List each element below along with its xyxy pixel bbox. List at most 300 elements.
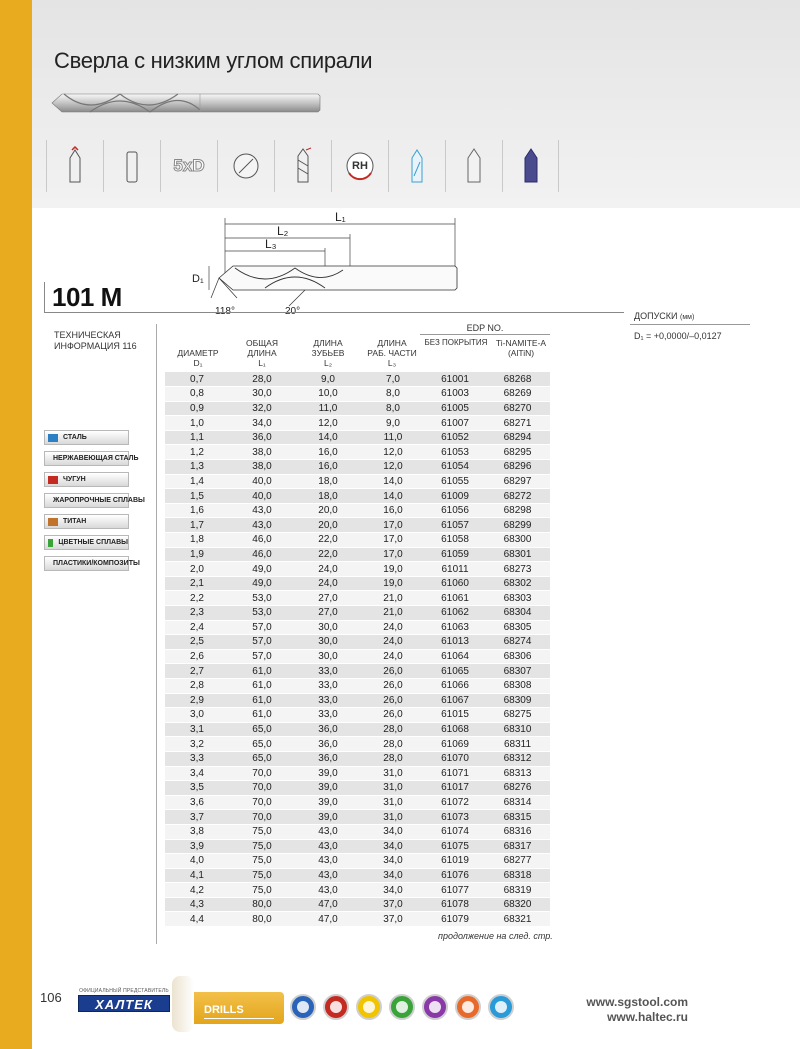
material-cast-iron-swatch	[48, 476, 58, 484]
header-uncoated-l1: БЕЗ ПОКРЫТИЯ	[424, 338, 488, 347]
cell-edp-uncoated: 61063	[425, 620, 485, 635]
cell-working-length: 31,0	[361, 781, 425, 796]
cell-edp-uncoated: 61067	[425, 693, 485, 708]
cell-edp-coated: 68306	[485, 649, 550, 664]
haltec-logo	[78, 988, 170, 1016]
cell-overall-length: 65,0	[229, 751, 295, 766]
rotation-rh-label: RH	[352, 160, 368, 172]
table-row	[165, 664, 550, 679]
tolerances-title	[634, 311, 694, 321]
table-row	[165, 401, 550, 416]
cell-edp-coated: 68274	[485, 635, 550, 650]
table-row	[165, 868, 550, 883]
cell-flute-length: 39,0	[295, 766, 361, 781]
tolerances-title-text: ДОПУСКИ	[634, 311, 678, 321]
table-row	[165, 430, 550, 445]
cell-working-length: 31,0	[361, 766, 425, 781]
cell-diameter: 3,4	[165, 766, 229, 781]
cell-flute-length: 27,0	[295, 591, 361, 606]
cell-edp-uncoated: 61013	[425, 635, 485, 650]
cell-flute-length: 16,0	[295, 460, 361, 475]
cell-edp-coated: 68270	[485, 401, 550, 416]
cell-edp-coated: 68308	[485, 678, 550, 693]
cell-diameter: 2,9	[165, 693, 229, 708]
header-working-l1: ДЛИНА	[377, 338, 407, 348]
cell-edp-uncoated: 61070	[425, 751, 485, 766]
cell-flute-length: 10,0	[295, 387, 361, 402]
cell-diameter: 1,4	[165, 474, 229, 489]
length-5xd-icon	[160, 140, 217, 192]
table-row	[165, 708, 550, 723]
header-coated-l1: Ti-NAMITE-A	[495, 338, 547, 348]
coolant-icon	[388, 140, 445, 192]
cell-diameter: 2,4	[165, 620, 229, 635]
cell-diameter: 1,9	[165, 547, 229, 562]
section-underline	[204, 1018, 274, 1019]
tech-info-link[interactable]	[54, 330, 137, 352]
cell-working-length: 12,0	[361, 460, 425, 475]
cell-diameter: 2,1	[165, 576, 229, 591]
drill-image	[50, 86, 322, 120]
cell-overall-length: 70,0	[229, 781, 295, 796]
table-row	[165, 445, 550, 460]
material-heat-resistant-label: ЖАРОПРОЧНЫЕ СПЛАВЫ	[53, 497, 145, 504]
cell-edp-uncoated: 61062	[425, 606, 485, 621]
tolerances-unit: (мм)	[680, 314, 695, 321]
cell-edp-uncoated: 61019	[425, 854, 485, 869]
footer-hand-icon	[455, 994, 481, 1020]
table-row	[165, 897, 550, 912]
footer-drilling-icon-glyph	[297, 1001, 309, 1013]
header-diameter-l1: ДИАМЕТР	[177, 348, 219, 358]
cell-edp-coated: 68298	[485, 503, 550, 518]
header-uncoated	[422, 338, 490, 348]
table-row	[165, 576, 550, 591]
cell-edp-uncoated: 61079	[425, 912, 485, 927]
cell-diameter: 2,6	[165, 649, 229, 664]
cell-edp-uncoated: 61015	[425, 708, 485, 723]
table-row	[165, 562, 550, 577]
cell-working-length: 28,0	[361, 722, 425, 737]
left-color-strip	[0, 0, 32, 1049]
cell-edp-uncoated: 61058	[425, 533, 485, 548]
logo-subtitle: ОФИЦИАЛЬНЫЙ ПРЕДСТАВИТЕЛЬ	[79, 988, 169, 994]
cell-flute-length: 16,0	[295, 445, 361, 460]
cell-flute-length: 22,0	[295, 533, 361, 548]
cell-flute-length: 33,0	[295, 678, 361, 693]
website-2[interactable]: www.haltec.ru	[607, 1010, 688, 1024]
shank-icon	[103, 140, 160, 192]
page-title: Сверла с низким углом спирали	[54, 48, 373, 73]
cell-overall-length: 57,0	[229, 635, 295, 650]
table-row	[165, 839, 550, 854]
table-row	[165, 416, 550, 431]
cell-overall-length: 38,0	[229, 445, 295, 460]
cell-working-length: 21,0	[361, 606, 425, 621]
cell-diameter: 0,9	[165, 401, 229, 416]
cell-working-length: 9,0	[361, 416, 425, 431]
cell-diameter: 2,0	[165, 562, 229, 577]
cell-flute-length: 20,0	[295, 503, 361, 518]
cell-overall-length: 40,0	[229, 489, 295, 504]
spiral-icon	[274, 140, 331, 192]
footer-tab	[172, 976, 194, 1032]
cell-edp-coated: 68299	[485, 518, 550, 533]
cell-edp-coated: 68302	[485, 576, 550, 591]
cell-flute-length: 30,0	[295, 649, 361, 664]
cell-flute-length: 18,0	[295, 474, 361, 489]
cell-edp-uncoated: 61071	[425, 766, 485, 781]
cell-flute-length: 24,0	[295, 562, 361, 577]
cell-working-length: 34,0	[361, 883, 425, 898]
cell-working-length: 34,0	[361, 824, 425, 839]
cell-working-length: 24,0	[361, 649, 425, 664]
table-row	[165, 489, 550, 504]
cell-working-length: 14,0	[361, 474, 425, 489]
cell-flute-length: 43,0	[295, 854, 361, 869]
material-stainless-label: НЕРЖАВЕЮЩАЯ СТАЛЬ	[53, 455, 139, 462]
cell-working-length: 28,0	[361, 737, 425, 752]
header-overall-l1: ОБЩАЯ	[246, 338, 278, 348]
cell-diameter: 1,3	[165, 460, 229, 475]
diagram-l3: L₃	[265, 237, 277, 251]
header-coated	[488, 338, 554, 358]
cell-overall-length: 61,0	[229, 664, 295, 679]
cell-edp-coated: 68300	[485, 533, 550, 548]
header-flute-l2: ЗУБЬЕВ	[311, 348, 345, 358]
table-row	[165, 620, 550, 635]
cell-overall-length: 75,0	[229, 824, 295, 839]
left-panel	[32, 208, 160, 968]
cell-overall-length: 49,0	[229, 576, 295, 591]
cell-flute-length: 30,0	[295, 620, 361, 635]
cell-edp-uncoated: 61055	[425, 474, 485, 489]
material-non-ferrous-swatch	[48, 539, 53, 547]
header-flute	[300, 338, 356, 368]
header-overall-l3: L₁	[258, 358, 266, 368]
table-row	[165, 810, 550, 825]
cell-flute-length: 18,0	[295, 489, 361, 504]
cell-overall-length: 80,0	[229, 897, 295, 912]
cell-diameter: 1,6	[165, 503, 229, 518]
cell-flute-length: 43,0	[295, 839, 361, 854]
cell-flute-length: 43,0	[295, 868, 361, 883]
cell-edp-coated: 68310	[485, 722, 550, 737]
cell-diameter: 4,2	[165, 883, 229, 898]
cell-diameter: 2,3	[165, 606, 229, 621]
cell-edp-uncoated: 61009	[425, 489, 485, 504]
cell-overall-length: 61,0	[229, 678, 295, 693]
material-plastics	[44, 556, 140, 571]
continued-note: продолжение на след. стр.	[438, 931, 553, 941]
cell-overall-length: 28,0	[229, 372, 295, 387]
rotation-rh-icon	[331, 140, 388, 192]
cell-flute-length: 39,0	[295, 795, 361, 810]
cell-working-length: 26,0	[361, 664, 425, 679]
cell-edp-uncoated: 61065	[425, 664, 485, 679]
table-row	[165, 387, 550, 402]
cell-edp-coated: 68314	[485, 795, 550, 810]
table-row	[165, 766, 550, 781]
table-row	[165, 533, 550, 548]
cell-working-length: 17,0	[361, 533, 425, 548]
product-code: 101 M	[52, 282, 122, 312]
cell-edp-uncoated: 61053	[425, 445, 485, 460]
cell-working-length: 26,0	[361, 693, 425, 708]
footer-screw-icon-glyph	[330, 1001, 342, 1013]
materials-legend	[44, 430, 145, 577]
cell-working-length: 21,0	[361, 591, 425, 606]
table-row	[165, 912, 550, 927]
cell-working-length: 8,0	[361, 401, 425, 416]
feature-icons	[46, 140, 559, 192]
material-cast-iron-label: ЧУГУН	[63, 476, 86, 483]
cell-diameter: 2,7	[165, 664, 229, 679]
cell-flute-length: 14,0	[295, 430, 361, 445]
cell-edp-coated: 68305	[485, 620, 550, 635]
cell-edp-uncoated: 61005	[425, 401, 485, 416]
cell-edp-uncoated: 61074	[425, 824, 485, 839]
diameter-icon	[217, 140, 274, 192]
cell-edp-uncoated: 61054	[425, 460, 485, 475]
header-overall-l2: ДЛИНА	[247, 348, 277, 358]
website-1[interactable]: www.sgstool.com	[586, 995, 688, 1009]
table-row	[165, 547, 550, 562]
cell-diameter: 3,3	[165, 751, 229, 766]
header-overall	[234, 338, 290, 368]
cell-working-length: 24,0	[361, 620, 425, 635]
diagram-d1: D₁	[192, 273, 204, 285]
table-row	[165, 722, 550, 737]
cell-flute-length: 27,0	[295, 606, 361, 621]
table-row	[165, 606, 550, 621]
drill-table	[165, 372, 550, 927]
cell-flute-length: 9,0	[295, 372, 361, 387]
cell-overall-length: 57,0	[229, 649, 295, 664]
cell-edp-coated: 68268	[485, 372, 550, 387]
cell-overall-length: 70,0	[229, 766, 295, 781]
cell-working-length: 17,0	[361, 547, 425, 562]
cell-flute-length: 36,0	[295, 737, 361, 752]
cell-diameter: 3,7	[165, 810, 229, 825]
cell-edp-coated: 68321	[485, 912, 550, 927]
cell-flute-length: 12,0	[295, 416, 361, 431]
cell-flute-length: 47,0	[295, 897, 361, 912]
cell-overall-length: 34,0	[229, 416, 295, 431]
footer-bulb-icon	[356, 994, 382, 1020]
table-row	[165, 751, 550, 766]
cell-diameter: 4,3	[165, 897, 229, 912]
cell-diameter: 1,8	[165, 533, 229, 548]
cell-overall-length: 53,0	[229, 591, 295, 606]
material-non-ferrous-label: ЦВЕТНЫЕ СПЛАВЫ	[58, 539, 128, 546]
cell-overall-length: 38,0	[229, 460, 295, 475]
table-row	[165, 883, 550, 898]
material-non-ferrous	[44, 535, 129, 550]
material-stainless	[44, 451, 139, 466]
table-row	[165, 503, 550, 518]
header-coated-l2: (AlTiN)	[507, 348, 535, 358]
cell-diameter: 3,2	[165, 737, 229, 752]
cell-overall-length: 46,0	[229, 533, 295, 548]
logo-text: ХАЛТЕК	[78, 995, 170, 1012]
page-number: 106	[40, 990, 62, 1005]
code-underline	[44, 312, 624, 313]
cell-edp-uncoated: 61052	[425, 430, 485, 445]
cell-flute-length: 30,0	[295, 635, 361, 650]
cell-overall-length: 70,0	[229, 795, 295, 810]
footer-machine-icon	[422, 994, 448, 1020]
cell-flute-length: 20,0	[295, 518, 361, 533]
uncoated-icon	[445, 140, 502, 192]
cell-edp-uncoated: 61073	[425, 810, 485, 825]
cell-flute-length: 22,0	[295, 547, 361, 562]
cell-flute-length: 33,0	[295, 664, 361, 679]
footer-machine-icon-glyph	[429, 1001, 441, 1013]
cell-overall-length: 61,0	[229, 693, 295, 708]
cell-diameter: 0,8	[165, 387, 229, 402]
material-steel-swatch	[48, 434, 58, 442]
table-row	[165, 824, 550, 839]
cell-edp-coated: 68271	[485, 416, 550, 431]
point-icon	[46, 140, 103, 192]
cell-flute-length: 36,0	[295, 722, 361, 737]
header-diameter-l2: D₁	[193, 358, 203, 368]
material-titanium-swatch	[48, 518, 58, 526]
material-plastics-label: ПЛАСТИКИ/КОМПОЗИТЫ	[53, 560, 140, 567]
cell-diameter: 1,7	[165, 518, 229, 533]
cell-edp-uncoated: 61060	[425, 576, 485, 591]
cell-edp-coated: 68275	[485, 708, 550, 723]
cell-edp-coated: 68304	[485, 606, 550, 621]
material-steel-label: СТАЛЬ	[63, 434, 87, 441]
cell-edp-coated: 68313	[485, 766, 550, 781]
material-steel	[44, 430, 129, 445]
cell-working-length: 31,0	[361, 795, 425, 810]
table-row	[165, 795, 550, 810]
cell-overall-length: 75,0	[229, 839, 295, 854]
cell-working-length: 11,0	[361, 430, 425, 445]
tech-info-line-2: ИНФОРМАЦИЯ 116	[54, 341, 137, 351]
table-row	[165, 372, 550, 387]
cell-working-length: 34,0	[361, 839, 425, 854]
diagram-l1: L₁	[335, 210, 346, 224]
cell-overall-length: 75,0	[229, 854, 295, 869]
cell-working-length: 14,0	[361, 489, 425, 504]
cell-overall-length: 61,0	[229, 708, 295, 723]
cell-overall-length: 53,0	[229, 606, 295, 621]
cell-edp-uncoated: 61059	[425, 547, 485, 562]
cell-edp-coated: 68272	[485, 489, 550, 504]
material-titanium-label: ТИТАН	[63, 518, 87, 525]
cell-edp-uncoated: 61068	[425, 722, 485, 737]
cell-diameter: 3,6	[165, 795, 229, 810]
cell-edp-uncoated: 61069	[425, 737, 485, 752]
cell-edp-coated: 68317	[485, 839, 550, 854]
cell-edp-coated: 68297	[485, 474, 550, 489]
table-row	[165, 854, 550, 869]
cell-edp-uncoated: 61007	[425, 416, 485, 431]
cell-edp-uncoated: 61072	[425, 795, 485, 810]
cell-overall-length: 70,0	[229, 810, 295, 825]
cell-working-length: 19,0	[361, 576, 425, 591]
cell-edp-uncoated: 61011	[425, 562, 485, 577]
footer-car-icon-glyph	[396, 1001, 408, 1013]
table-row	[165, 460, 550, 475]
cell-flute-length: 43,0	[295, 883, 361, 898]
cell-overall-length: 75,0	[229, 883, 295, 898]
cell-working-length: 26,0	[361, 708, 425, 723]
cell-overall-length: 65,0	[229, 722, 295, 737]
table-row	[165, 737, 550, 752]
cell-diameter: 4,4	[165, 912, 229, 927]
cell-edp-coated: 68294	[485, 430, 550, 445]
cell-flute-length: 39,0	[295, 781, 361, 796]
cell-edp-coated: 68312	[485, 751, 550, 766]
cell-overall-length: 43,0	[229, 518, 295, 533]
cell-working-length: 28,0	[361, 751, 425, 766]
cell-edp-uncoated: 61075	[425, 839, 485, 854]
cell-working-length: 37,0	[361, 897, 425, 912]
cell-overall-length: 40,0	[229, 474, 295, 489]
cell-overall-length: 36,0	[229, 430, 295, 445]
coated-icon	[502, 140, 559, 192]
cell-overall-length: 46,0	[229, 547, 295, 562]
table-row	[165, 649, 550, 664]
cell-diameter: 0,7	[165, 372, 229, 387]
cell-edp-uncoated: 61064	[425, 649, 485, 664]
cell-flute-length: 33,0	[295, 708, 361, 723]
cell-working-length: 17,0	[361, 518, 425, 533]
material-cast-iron	[44, 472, 129, 487]
cell-working-length: 26,0	[361, 678, 425, 693]
cell-overall-length: 43,0	[229, 503, 295, 518]
table-row	[165, 693, 550, 708]
cell-working-length: 19,0	[361, 562, 425, 577]
header-working	[362, 338, 422, 368]
table-left-rule	[156, 324, 157, 944]
cell-overall-length: 65,0	[229, 737, 295, 752]
cell-edp-coated: 68319	[485, 883, 550, 898]
code-tick	[44, 282, 45, 312]
cell-edp-coated: 68315	[485, 810, 550, 825]
cell-working-length: 34,0	[361, 854, 425, 869]
cell-working-length: 7,0	[361, 372, 425, 387]
cell-edp-coated: 68273	[485, 562, 550, 577]
section-label: DRILLS	[204, 1004, 244, 1016]
header-working-l2: РАБ. ЧАСТИ	[367, 348, 417, 358]
table-row	[165, 781, 550, 796]
cell-edp-uncoated: 61057	[425, 518, 485, 533]
tech-info-line-1: ТЕХНИЧЕСКАЯ	[54, 330, 121, 340]
cell-working-length: 8,0	[361, 387, 425, 402]
cell-diameter: 2,2	[165, 591, 229, 606]
cell-edp-uncoated: 61076	[425, 868, 485, 883]
cell-flute-length: 33,0	[295, 693, 361, 708]
header-working-l3: L₃	[387, 358, 397, 368]
cell-edp-coated: 68320	[485, 897, 550, 912]
cell-diameter: 2,8	[165, 678, 229, 693]
table-row	[165, 678, 550, 693]
footer-screw-icon	[323, 994, 349, 1020]
cell-edp-coated: 68295	[485, 445, 550, 460]
cell-diameter: 3,8	[165, 824, 229, 839]
cell-flute-length: 39,0	[295, 810, 361, 825]
tolerances-divider	[630, 324, 750, 325]
cell-diameter: 3,0	[165, 708, 229, 723]
cell-diameter: 3,1	[165, 722, 229, 737]
cell-edp-uncoated: 61077	[425, 883, 485, 898]
